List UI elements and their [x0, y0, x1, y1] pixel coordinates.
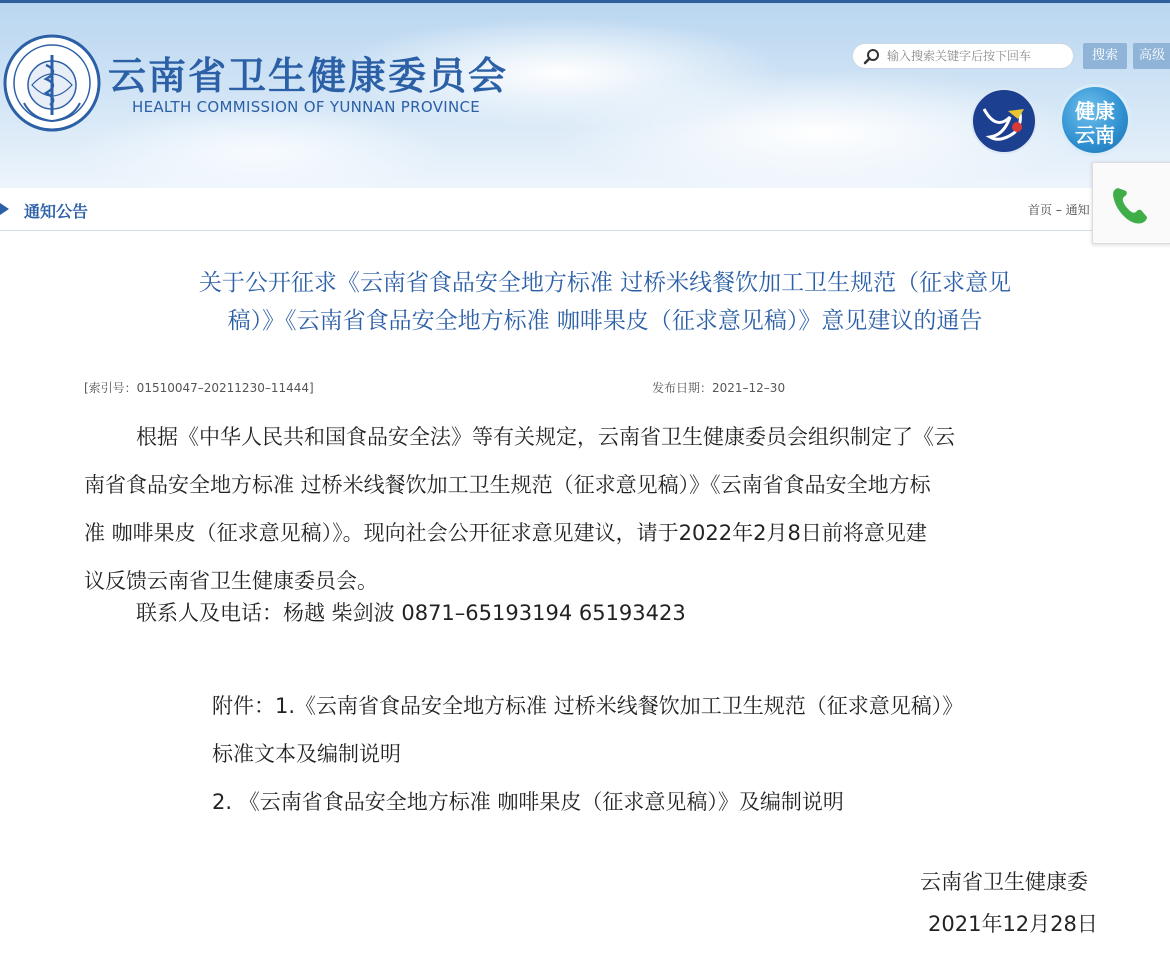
- phone-contact-widget[interactable]: [1092, 162, 1170, 244]
- publish-date: 发布日期：2021–12–30: [652, 381, 786, 395]
- triangle-arrow-icon: [0, 203, 9, 215]
- signature-organization: 云南省卫生健康委: [920, 870, 1088, 894]
- article-body-paragraph: [84, 413, 1134, 605]
- search-button[interactable]: 搜索: [1083, 43, 1127, 69]
- search-box: [852, 43, 1074, 69]
- site-title-cn: 云南省卫生健康委员会: [108, 54, 509, 98]
- signature-date: 2021年12月28日: [928, 912, 1098, 936]
- breadcrumb[interactable]: 首页 – 通知: [1028, 203, 1090, 217]
- section-title: 通知公告: [24, 202, 89, 221]
- health-135-logo-icon[interactable]: [970, 87, 1038, 155]
- body-line: 根据《中华人民共和国食品安全法》等有关规定，云南省卫生健康委员会组织制定了《云: [136, 425, 955, 449]
- search-icon: [863, 48, 881, 66]
- site-header: [0, 0, 1170, 188]
- phone-icon: [1109, 183, 1153, 227]
- attachment-item-2[interactable]: 2. 《云南省食品安全地方标准 咖啡果皮（征求意见稿）》及编制说明: [212, 790, 844, 814]
- healthy-yunnan-logo[interactable]: [1062, 87, 1128, 153]
- healthy-yunnan-logo-line1: 健康: [1075, 99, 1115, 123]
- article-title-line-2: 稿）》《云南省食品安全地方标准 咖啡果皮（征求意见稿）》意见建议的通告: [227, 308, 983, 334]
- article-title-line-1: 关于公开征求《云南省食品安全地方标准 过桥米线餐饮加工卫生规范（征求意见: [198, 270, 1012, 296]
- body-line: 议反馈云南省卫生健康委员会。: [84, 569, 378, 593]
- article-title: [100, 264, 1110, 340]
- body-line: 准 咖啡果皮（征求意见稿）》。现向社会公开征求意见建议，请于2022年2月8日前将意见建: [84, 521, 927, 545]
- contact-info: 联系人及电话：杨越 柴剑波 0871–65193194 65193423: [136, 601, 686, 625]
- health-commission-emblem-icon: [2, 33, 102, 133]
- advanced-search-button[interactable]: 高级: [1133, 43, 1170, 69]
- section-bar: [0, 188, 1170, 231]
- attachment-item-1[interactable]: 附件：1.《云南省食品安全地方标准 过桥米线餐饮加工卫生规范（征求意见稿）》: [212, 694, 964, 718]
- index-number: [索引号：01510047–20211230–11444]: [84, 381, 314, 395]
- attachment-item-1-cont[interactable]: 标准文本及编制说明: [212, 742, 401, 766]
- search-input[interactable]: [887, 47, 1069, 65]
- body-line: 南省食品安全地方标准 过桥米线餐饮加工卫生规范（征求意见稿）》《云南省食品安全地方标: [84, 473, 931, 497]
- attachments-list: [212, 682, 963, 826]
- site-title-en: HEALTH COMMISSION OF YUNNAN PROVINCE: [132, 98, 481, 116]
- healthy-yunnan-logo-line2: 云南: [1075, 123, 1115, 147]
